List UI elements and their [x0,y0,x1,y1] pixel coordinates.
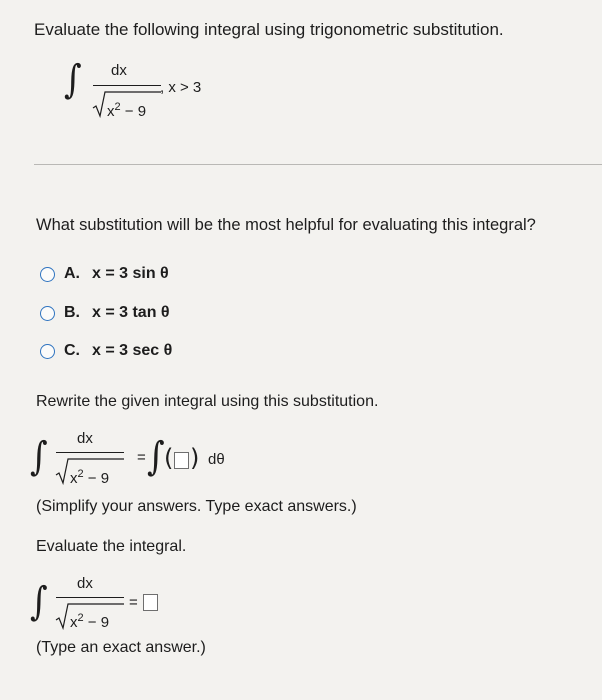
option-a-text: x = 3 sin θ [92,265,169,282]
radio-option-c[interactable] [40,344,55,359]
substitution-question: What substitution will be the most helpful for evaluating this integral? [36,216,536,234]
option-b-letter: B. [64,304,80,321]
evaluate-answer-box[interactable] [143,594,158,611]
rewrite-radicand-variable: x [70,470,78,487]
rewrite-integral-sign: ∫ [30,434,48,480]
rewrite-fraction-bar [56,452,124,453]
evaluate-numerator: dx [77,575,93,592]
integrand-numerator: dx [111,62,127,79]
rewrite-radicand-exponent: 2 [77,468,84,480]
integrand-answer-box[interactable] [174,452,189,469]
dtheta-label: dθ [208,451,225,468]
section-divider [34,164,602,165]
evaluate-radicand-exponent: 2 [77,612,84,624]
evaluate-fraction-bar [56,597,124,598]
option-c-text: x = 3 sec θ [92,342,173,359]
option-c[interactable] [40,342,172,360]
evaluate-integral-sign: ∫ [30,579,48,625]
option-a[interactable] [40,265,169,283]
simplify-hint: (Simplify your answers. Type exact answers.) [36,498,357,515]
radicand-constant: − 9 [124,103,147,120]
evaluate-radicand-constant: − 9 [87,614,110,631]
evaluate-prompt: Evaluate the integral. [36,538,187,555]
close-paren: ) [190,444,200,472]
integral-sign: ∫ [64,57,82,103]
option-b-text: x = 3 tan θ [92,304,170,321]
option-c-letter: C. [64,342,80,359]
rewrite-prompt: Rewrite the given integral using this substitution. [36,393,379,410]
radicand-variable: x [107,103,115,120]
radio-option-b[interactable] [40,306,55,321]
evaluate-equals: = [129,594,138,611]
rewrite-radicand-constant: − 9 [87,470,110,487]
evaluate-radicand-variable: x [70,614,78,631]
option-b[interactable] [40,304,170,322]
option-a-letter: A. [64,265,80,282]
fraction-bar [93,85,161,86]
result-integral-sign: ∫ [147,434,165,480]
rewrite-numerator: dx [77,430,93,447]
rewrite-equals: = [137,449,146,466]
radicand-exponent: 2 [114,101,121,113]
radio-option-a[interactable] [40,267,55,282]
integral-condition: , x > 3 [160,79,202,96]
exact-answer-hint: (Type an exact answer.) [36,639,206,656]
open-paren: ( [164,444,174,472]
problem-title: Evaluate the following integral using trigonometric substitution. [34,20,504,39]
